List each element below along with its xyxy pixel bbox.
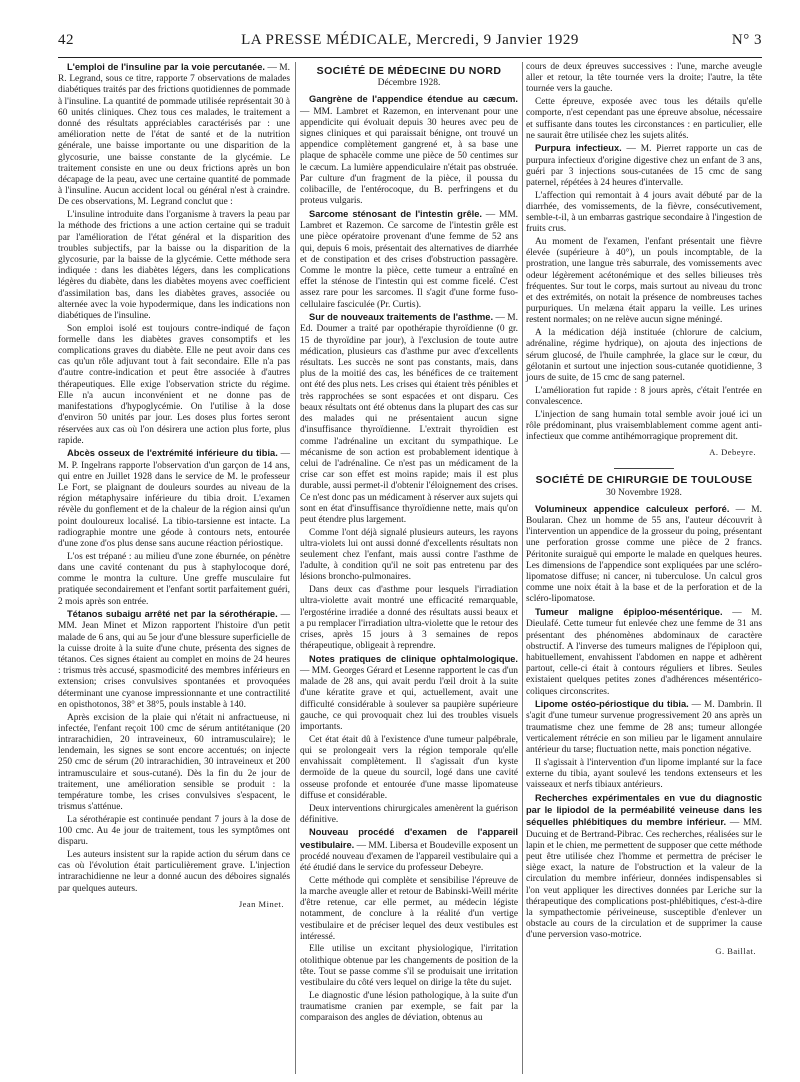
paragraph	[300, 209, 518, 311]
paragraph	[300, 654, 518, 733]
paragraph-text: Cette méthode qui complète et sensibilise l'épreuve de la marche aveugle aller et retour de Babinski-Weill mérite d'être retenue, car elle permet, au médecin légiste notamment, de conclure à la réalité d'un vertige vestibulaire et de préciser lequel des deux vestibules est intéressé.	[300, 875, 518, 942]
paragraph-text: Comme l'ont déjà signalé plusieurs auteurs, les rayons ultra-violets lui ont aussi donné d'excellents résultats non seulement chez l'enfant, mais aussi contre l'asthme de l'adulte, à condition qu'il ne soit pas entretenu par des lésions broncho-pulmonaires.	[300, 527, 518, 583]
paragraph-text: L'injection de sang humain total semble avoir joué ici un rôle prédominant, plus vraisemblablement comme agent anti-infectieux que comme antihémorragique proprement dit.	[526, 409, 762, 442]
page-number: 42	[58, 32, 74, 48]
column-1	[58, 62, 290, 910]
article-heading: Recherches expérimentales en vue du diagnostic par le lipiodol de la perméabilité veineuse dans les séquelles phlébitiques du membre inférieur.	[526, 792, 762, 828]
paragraph	[58, 850, 290, 895]
article-heading: Volumineux appendice calculeux perforé.	[535, 503, 730, 514]
paragraph-text: — M. Pierret rapporte un cas de purpura infectieux d'origine digestive chez un enfant de 3 ans, guéri par 3 injections sous-cutanées de 15 cmc de sang paternel, répétées à 24 heures d'intervalle.	[526, 144, 762, 189]
paragraph-text: Il s'agissait à l'intervention d'un lipome implanté sur la face externe du tibia, ayant soulevé les tendons extenseurs et les vaisseaux et nerfs tibiaux antérieurs.	[526, 757, 762, 791]
column-divider	[295, 62, 296, 1074]
paragraph-text: cours de deux épreuves successives : l'une, marche aveugle aller et retour, la tête tournée vers la droite; l'autre, la tête tournée vers la gauche.	[526, 62, 762, 95]
paragraph-text: L'insuline introduite dans l'organisme à travers la peau par la méthode des frictions a une action certaine qui se traduit par l'amélioration de l'état général et la disparition des troubles subjectifs, par la baisse ou la disparition de la glycosurie, par la baisse de la glycémie. Cette méthode sera indiquée : dans les diabètes légers, dans les complications légères du diabète, dans les diabètes moyens avec coefficient d'assimilation bas, dans les diabètes graves, associée ou alternée avec la voie hypodermique, dans les indications non diabétiques de l'insuline.	[58, 210, 290, 321]
paragraph-text: — M. R. Legrand, sous ce titre, rapporte 7 observations de malades diabétiques traités par des frictions quotidiennes de pommade à l'insuline. La quantité de pommade utilisée représentait 30 à 60 unités cliniques. Chez tous ces malades, le traitement a donné des résultats appréciables caractérisés par : une amélioration nette de l'état de santé et de la nutrition générale, une baisse importante ou une disparition de la glycosurie, une baisse constante de la glycémie. Le traitement consiste en une ou deux frictions après un bon décapage de la peau, avec une certaine quantité de pommade à l'insuline. Aucun accident local ou général n'est à craindre. De ces observations, M. Legrand conclut que :	[58, 63, 290, 208]
paragraph	[58, 713, 290, 814]
author-signature: G. Baillat.	[715, 945, 756, 956]
paragraph-text: — MM. Ducuing et de Bertrand-Pibrac. Ces recherches, réalisées sur le lapin et le chien, me permettent de supposer que cette méthode peut être utilisée chez l'homme et permettra de préciser le siège exact, la nature de l'obstruction et la valeur de la circulation du membre inférieur, données indispensables si l'on veut appliquer les directives données par Leriche sur la thérapeutique des complications post-phlébitiques, c'est-à-dire la sympathectomie périveineuse, susceptible d'enlever un obstacle au cours de la circulation et de supprimer la cause d'une perversion vaso-motrice.	[526, 818, 762, 941]
paragraph	[58, 815, 290, 849]
paragraph	[300, 735, 518, 802]
paragraph	[300, 827, 518, 874]
journal-title: LA PRESSE MÉDICALE, Mercredi, 9 Janvier 1929	[241, 32, 579, 48]
paragraph-text: — M. P. Ingelrans rapporte l'observation d'un garçon de 14 ans, qui entre en Juillet 1928 dans le service de M. le professeur Le Fort, se plaignant de douleurs sourdes au niveau de la région métaphysaire inférieure du tibia droit. L'examen révèle du gonflement et de la chaleur de la région ainsi qu'un point douloureux localisé. La tibio-tarsienne est intacte. La radiographie montre une géode à contours nets, entourée d'une zone d'os plus dense sans aucune réaction périostique.	[58, 449, 290, 550]
article-heading: Purpura infectieux.	[535, 143, 622, 154]
article-heading: Tumeur maligne épiploo-mésentérique.	[535, 607, 723, 618]
paragraph-text: A la médication déjà instituée (chlorure de calcium, adrénaline, régime hydrique), on ajouta des injections de sérum glucosé, de l'huile camphrée, la glace sur le cœur, du gélotanin et surtout une injection sous-cutanée quotidienne, 3 jours de suite, de 15 cmc de sang paternel.	[526, 328, 762, 383]
paragraph-text: — MM. Libersa et Boudeville exposent un procédé nouveau d'examen de l'appareil vestibulaire qui a été étudié dans le service du professeur Debeyre.	[300, 840, 518, 874]
paragraph	[58, 552, 290, 608]
paragraph	[300, 804, 518, 826]
paragraph	[58, 324, 290, 447]
paragraph-text: — M. Dambrin. Il s'agit d'une tumeur survenue progressivement 20 ans après un traumatisme chez une femme de 28 ans; tumeur allongée verticalement rétrécie en son milieu par le ligament annulaire antérieur du tarse; fluctuation nette, mais ponction négative.	[526, 700, 763, 756]
paragraph-text: Cette épreuve, exposée avec tous les détails qu'elle comporte, n'est cependant pas une épreuve absolue, nécessaire et suffisante dans toutes les circonstances : en particulier, elle ne saurait être utilisée chez les sujets alités.	[526, 97, 762, 141]
paragraph	[300, 991, 518, 1025]
article-heading: Notes pratiques de clinique ophtalmologique.	[309, 653, 518, 664]
paragraph-text: Le diagnostic d'une lésion pathologique, à la suite d'un traumatisme cranien par exemple, se fait par la comparaison des angles de déviation, obtenus au	[300, 990, 518, 1024]
paragraph-text: — MM. Lambret et Razemon. Ce sarcome de l'intestin grêle est une pièce opératoire provenant d'une femme de 52 ans qui, depuis 6 mois, présentait des alternatives de diarrhée et de constipation et des crises d'obstruction passagère. Comme le montre la pièce, cette tumeur a entraîné en effet la sténose de l'intestin qui est comme ficelé. C'est assez rare pour les sarcomes. Il s'agit d'une forme fuso-cellulaire fasciculée (Pr. Curtis).	[300, 209, 518, 310]
paragraph	[526, 793, 762, 942]
paragraph	[300, 585, 518, 652]
paragraph-text: La sérothérapie est continuée pendant 7 jours à la dose de 100 cmc. Au 4e jour de traitement, tous les symptômes ont disparu.	[58, 814, 290, 848]
paragraph-text: — MM. Jean Minet et Mizon rapportent l'histoire d'un petit malade de 6 ans, qui au 5e jour d'une blessure superficielle de la cuisse droite à la suite d'une chute, présenta des signes de tétanos. Ces signes étaient au complet en moins de 24 heures : trismus très accusé, spasmodicité des membres inférieurs en extension; crises convulsives spontanées et provoquées déterminant une cyanose impressionnante et une contractilité en opisthotonos, 38° et 38°5, pouls instable à 140.	[58, 610, 290, 710]
paragraph-text: Dans deux cas d'asthme pour lesquels l'irradiation ultra-violette avait montré une efficacité remarquable, l'ergostérine irradiée a donné des résultats aussi beaux et a pu remplacer l'irradiation ultra-violette que le retour des crises, après 15 jours à 3 semaines de repos thérapeutique, obligeait à reprendre.	[300, 585, 518, 652]
paragraph	[300, 876, 518, 943]
paragraph-text: L'os est trépané : au milieu d'une zone éburnée, on pénètre dans une cavité contenant du pus à staphylocoque doré, comme le montra la culture. Une greffe musculaire fut pratiquée secondairement et l'enfant sortit parfaitement guéri, 2 mois après son entrée.	[58, 551, 290, 607]
paragraph-text: — MM. Lambret et Razemon, en intervenant pour une appendicite qui évoluait depuis 30 heures avec peu de signes cliniques et qui paraissait bénigne, ont trouvé un appendice complètement gangrené et, à sa base une plaque de sphacèle comme une pièce de 50 centimes sur le cæcum. La lumière appendiculaire n'était pas obstruée. Par culture d'un fragment de la pièce, il poussa du colibacille, de l'entérocoque, du B. perfringens et du proteus vulgaris.	[300, 106, 518, 207]
paragraph	[526, 143, 762, 189]
paragraph	[526, 410, 762, 444]
paragraph	[526, 97, 762, 142]
issue-number: N° 3	[731, 32, 762, 48]
paragraph-text: Elle utilise un excitant physiologique, l'irritation otolithique obtenue par les changements de position de la tête. Tout se passe comme s'il se produisait une irritation vestibulaire du côté vers lequel on dirige la tête du sujet.	[300, 944, 518, 989]
paragraph-text: — M. Boularan. Chez un homme de 55 ans, l'auteur découvrit à l'intervention un appendice de la grosseur du poing, présentant une perforation grosse comme une pièce de 2 francs. Péritonite suraiguë qui emporte le malade en quelques heures. Les dimensions de l'appendice sont expliquées par une scléro-lipomatose diffuse; ni cancer, ni tuberculose. Un calcul gros comme une noix était à la base et de la perforation et de la scléro-lipomatose.	[526, 504, 762, 605]
column-3	[526, 62, 762, 957]
paragraph-text: Son emploi isolé est toujours contre-indiqué de façon formelle dans les diabètes graves consomptifs et les complications graves du diabète. Elle ne peut avoir dans ces cas qu'un rôle adjuvant tout à fait secondaire. Elle n'a pas d'autre contre-indication et peut être associée à d'autres thérapeutiques. Elle exige l'observation stricte du régime. Elle n'a aucun inconvénient et ne donne pas de manifestations d'hypoglycémie. On l'utilise à la dose d'environ 50 unités par jour. Les doses plus fortes seront réservées aux cas où l'on désirera une action plus forte, plus rapide.	[58, 323, 290, 446]
paragraph	[526, 191, 762, 236]
article-heading: Lipome ostéo-périostique du tibia.	[535, 699, 689, 710]
section-title: SOCIÉTÉ DE CHIRURGIE DE TOULOUSE	[535, 474, 753, 487]
column-divider	[522, 62, 523, 1074]
paragraph	[300, 944, 518, 989]
author-signature: A. Debeyre.	[709, 447, 756, 458]
paragraph	[526, 386, 762, 408]
paragraph-text: — MM. Georges Gérard et Lesenne rapportent le cas d'un malade de 28 ans, qui avait perdu l'œil droit à la suite d'une kératite grave et qui, actuellement, avait une difficulté considérable à soulever sa paupière supérieure gauche, ce qui provoquait chez lui des troubles visuels importants.	[300, 666, 518, 733]
paragraph	[526, 699, 762, 756]
paragraph-text: Au moment de l'examen, l'enfant présentait une fièvre élevée (supérieure à 40°), un pouls incomptable, de la prostration, une langue très saburrale, des vomissements avec odeur légèrement acétonémique et des selles bilieuses très fréquentes. Sur tout le corps, mais surtout au niveau du tronc et des extrémités, on notait la présence de nombreuses taches purpuriques. Un melæna était apparu la veille. Les urines restent normales; on ne relève aucun signe méningé.	[526, 237, 762, 326]
paragraph	[58, 210, 290, 322]
paragraph	[526, 328, 762, 384]
author-signature: Jean Minet.	[238, 898, 284, 909]
page-header	[58, 32, 762, 52]
paragraph-text: Cet état était dû à l'existence d'une tumeur palpébrale, qui se prolongeait vers la région temporale qu'elle envahissait complètement. Il s'agissait d'un kyste dermoïde de la queue du sourcil, logé dans une cavité osseuse profonde et entourée d'une masse lipomateuse diffuse et considérable.	[300, 734, 518, 801]
article-heading: Nouveau procédé d'examen de l'appareil vestibulaire.	[300, 827, 518, 850]
paragraph	[300, 312, 518, 526]
paragraph-text: L'affection qui remontait à 4 jours avait débuté par de la diarrhée, des vomissements, de la fièvre, consécutivement, semble-t-il, à un embarras gastrique secondaire à l'ingestion de fruits crus.	[526, 190, 762, 235]
paragraph	[300, 528, 518, 584]
paragraph-text: Les auteurs insistent sur la rapide action du sérum dans ce cas où l'évolution était particulièrement grave. L'injection intrarachidienne ne leur a donné aucun des déboires signalés par quelques auteurs.	[58, 850, 290, 894]
section-rule	[614, 468, 674, 469]
paragraph-text: Deux interventions chirurgicales amenèrent la guérison définitive.	[300, 803, 518, 825]
paragraph-text: L'amélioration fut rapide : 8 jours après, c'était l'entrée en convalescence.	[526, 385, 762, 407]
paragraph	[526, 758, 762, 792]
section-date: Décembre 1928.	[377, 78, 441, 89]
section-title: SOCIÉTÉ DE MÉDECINE DU NORD	[316, 65, 502, 77]
section-date: 30 Novembre 1928.	[606, 487, 682, 498]
paragraph	[526, 504, 762, 606]
article-heading: Abcès osseux de l'extrémité inférieure du tibia.	[67, 448, 278, 459]
article-heading: Tétanos subaigu arrêté net par la sérothérapie.	[67, 609, 278, 620]
article-heading: Gangrène de l'appendice étendue au cæcum.	[309, 94, 518, 105]
paragraph	[300, 94, 518, 207]
paragraph	[526, 237, 762, 327]
paragraph	[58, 448, 290, 550]
article-heading: Sur de nouveaux traitements de l'asthme.	[309, 312, 494, 323]
article-heading: Sarcome sténosant de l'intestin grêle.	[309, 208, 482, 219]
paragraph	[526, 607, 762, 698]
paragraph	[58, 62, 290, 209]
column-2	[300, 62, 518, 1026]
paragraph-text: — M. Ed. Doumer a traité par opothérapie thyroïdienne (0 gr. 15 de thyroïdine par jour), à l'exclusion de toute autre médication, plusieurs cas d'asthme pur avec d'excellents résultats. Les succès ne sont pas constants, mais, dans plus de la moitié des cas, les bénéfices de ce traitement ont été des plus nets. Les crises qui étaient très pénibles et très rapprochées se sont espacées et ont disparu. Ces beaux résultats ont été obtenus dans la plupart des cas sur des malades qui ne présentaient aucun signe d'insuffisance thyroïdienne. L'extrait thyroïdien est comme l'adrénaline un excitant du sympathique. Le mécanisme de son action est probablement identique à celui de l'adrénaline. Ce n'est pas un médicament de la crise car son effet est moins rapide; mais il est plus durable, aussi permet-il d'obtenir l'éloignement des crises. Ce n'est donc pas un médicament à réserver aux sujets qui sont en état d'insuffisance thyroïdienne nette, mais qu'on peut étendre plus largement.	[300, 313, 518, 525]
paragraph	[58, 609, 290, 711]
paragraph-text: — M. Dieulafé. Cette tumeur fut enlevée chez une femme de 31 ans présentant des phénomènes abdominaux de caractère obstructif. A l'inverse des tumeurs malignes de l'épiploon qui, habituellement, envahissent l'abdomen en nappe et adhèrent partout, celle-ci était à contours réguliers et libres. Seules existaient quelques petites zones d'adhérences mésentérico-coliques circonscrites.	[526, 608, 762, 697]
paragraph	[526, 62, 762, 96]
article-heading: L'emploi de l'insuline par la voie percutanée.	[67, 62, 265, 72]
header-rule	[58, 57, 762, 58]
paragraph-text: Après excision de la plaie qui n'était ni anfractueuse, ni infectée, l'enfant reçoit 100 cmc de sérum antitétanique (20 intrarachidien, 20 intraveineux, 60 intramusculaire); le lendemain, les signes se sont encore accentués; on injecte 250 cmc de sérum (20 intrarachidien, 30 intraveineux et 200 intramusculaire et sous-cutané). Dès la fin du 2e jour de traitement, une amélioration sensible se produit : la température tombe, les crises convulsives s'espacent, le trismus s'atténue.	[58, 712, 290, 813]
